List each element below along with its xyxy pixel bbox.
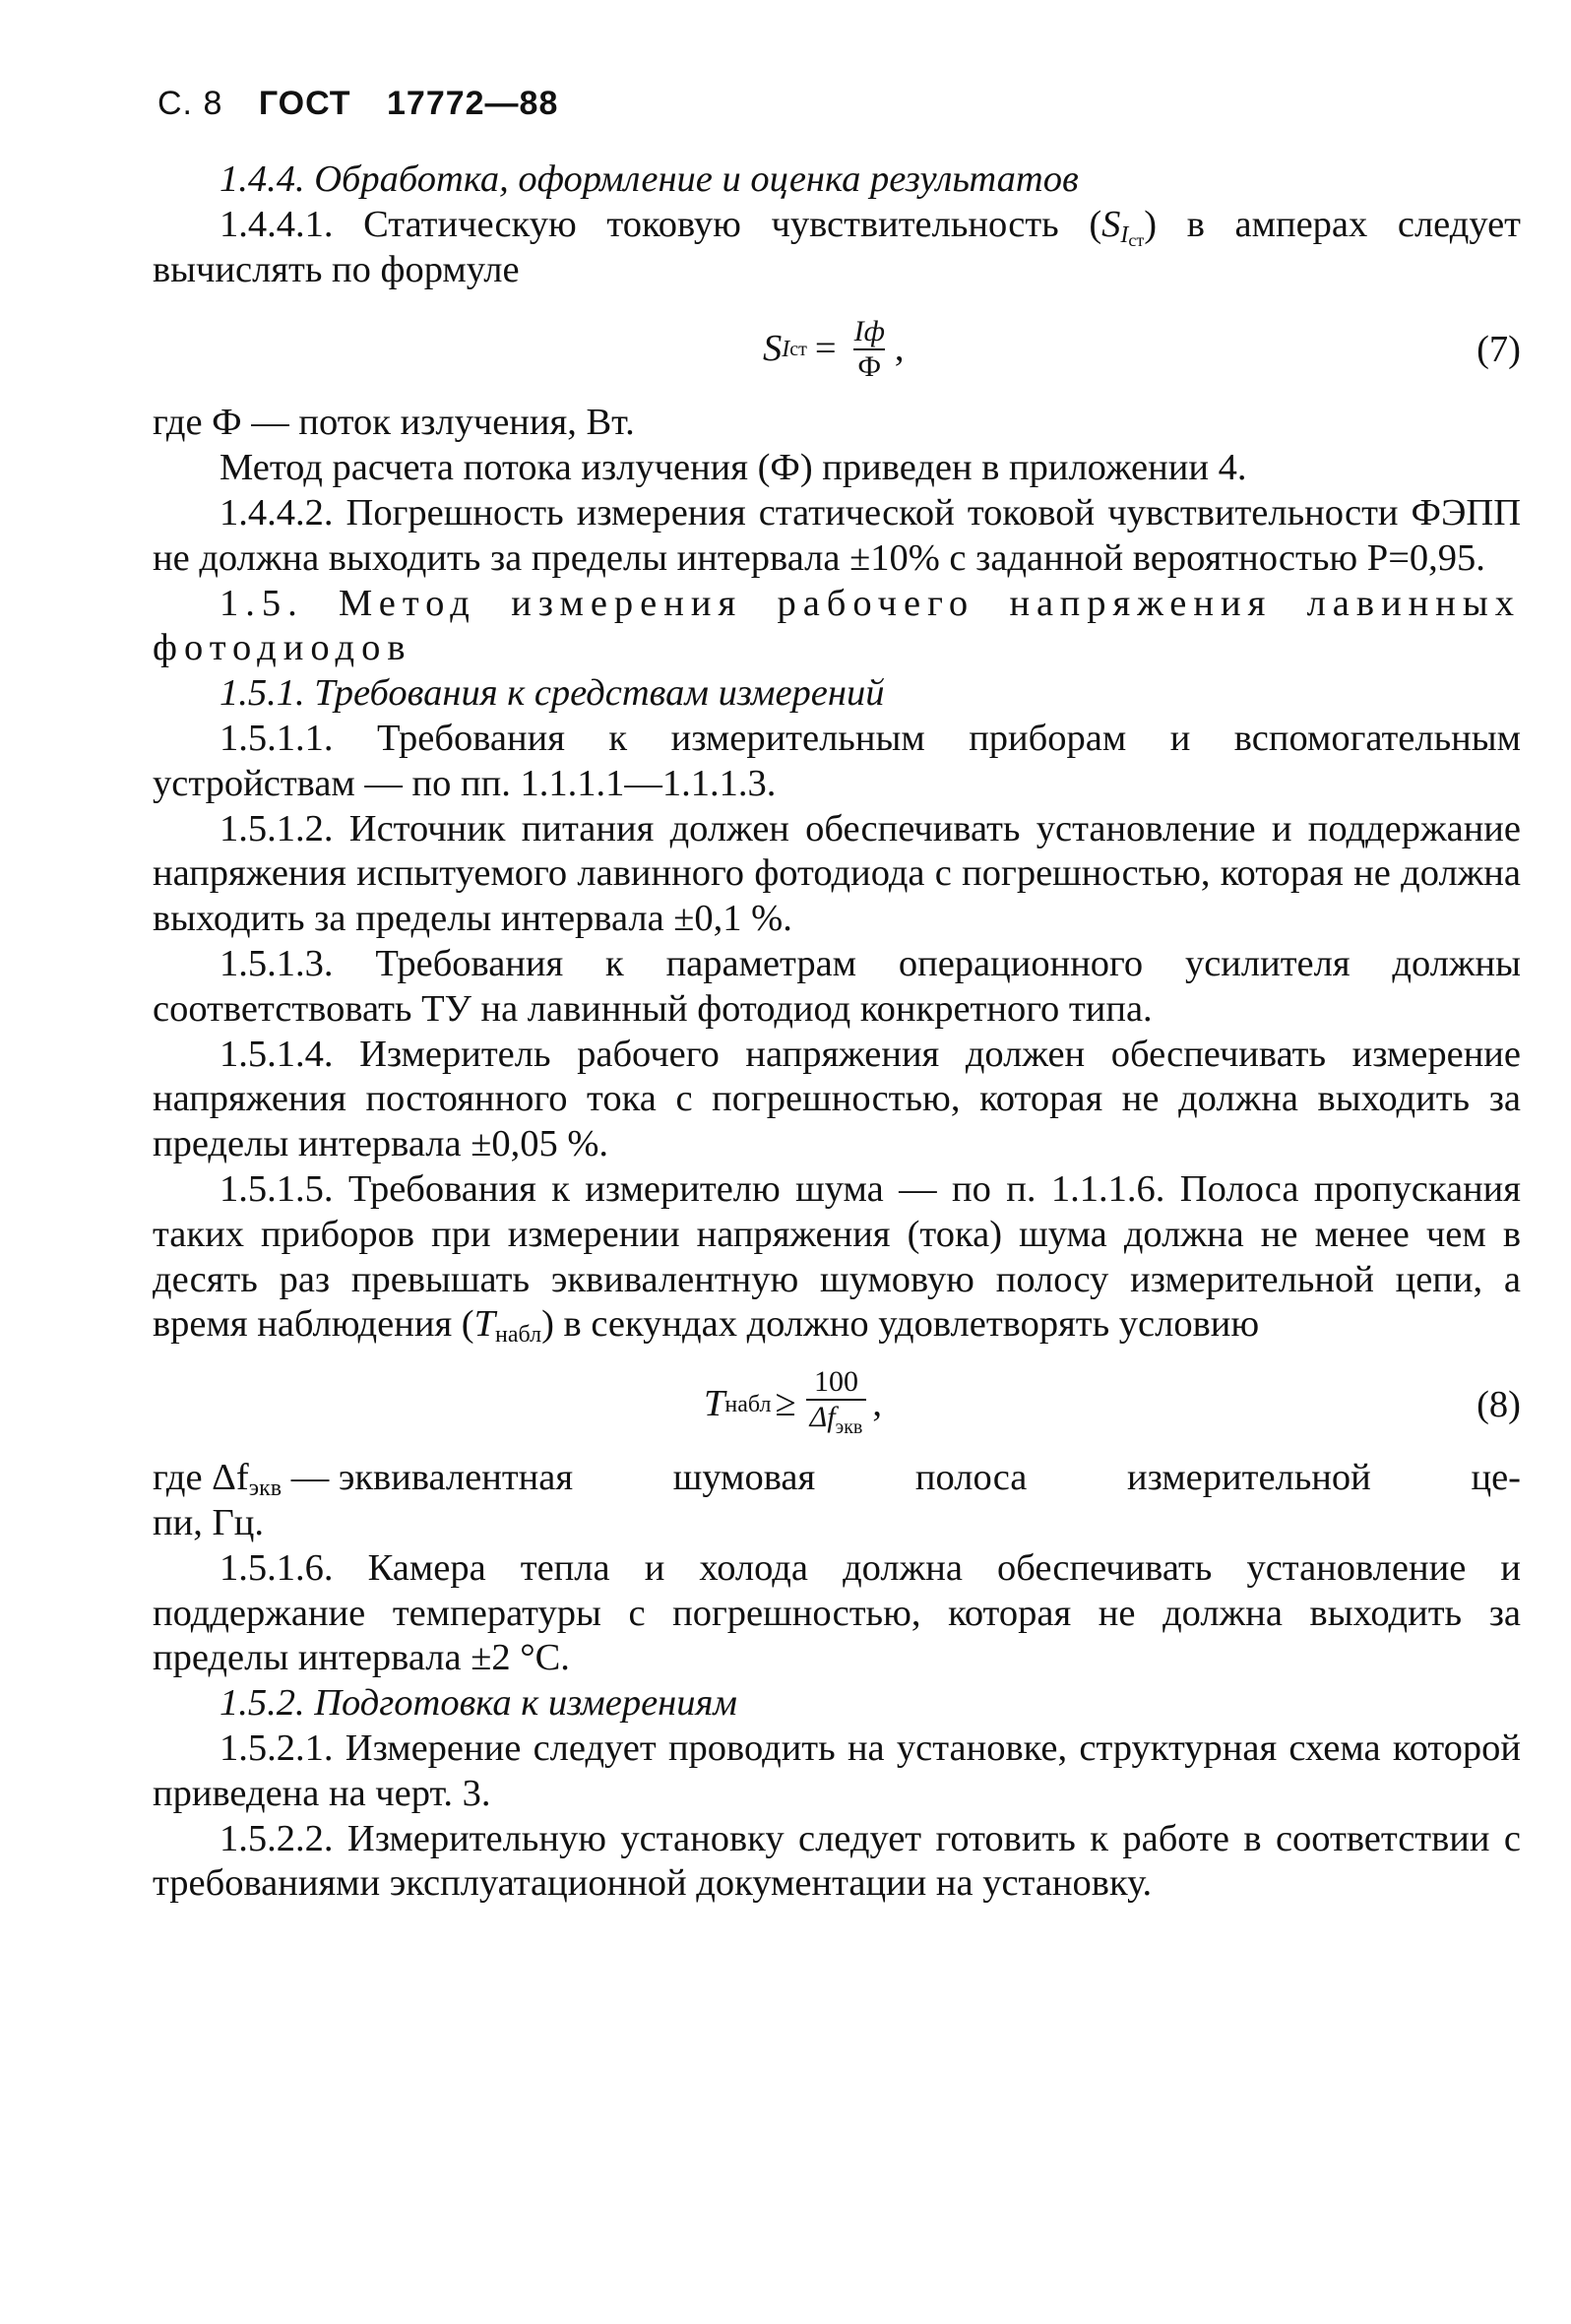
formula-8-number: (8) [1477, 1384, 1521, 1426]
section-1-5-2-2: 1.5.2.2. Измерительную установку следует готовить к работе в соответствии с требованиями эксплуатационной документации на установку. [153, 1817, 1521, 1905]
page-number: С. 8 [157, 85, 223, 122]
section-1-5-heading: 1.5. Метод измерения рабочего напряжения лавинных фотодиодов [153, 582, 1521, 669]
formula-7: S I ст = $\frac{Iф}{Ф}$ , (7) [763, 315, 1521, 384]
section-1-5-1-4: 1.5.1.4. Измеритель рабочего напряжения должен обеспечивать измерение напряжения постоянного тока с погрешностью, которая не должна выходить за пределы интервала ±0,05 %. [153, 1033, 1521, 1165]
formula-8: T набл ≥ $\frac{100}{\Delta f_{экв}}$ , (8) [153, 1353, 1521, 1456]
section-1-5-1-heading: 1.5.1. Требования к средствам измерений [220, 672, 885, 715]
formula-8-lhs: T [704, 1383, 725, 1425]
symbol-s-ist: $S_{I_{ст}}$ [1101, 203, 1145, 250]
formula-7-lhs: S [763, 328, 783, 370]
page-header [157, 85, 584, 123]
section-1-5-2-1: 1.5.2.1. Измерение следует проводить на установке, структурная схема которой приведена на черт. 3. [153, 1727, 1521, 1814]
section-1-5-1-1: 1.5.1.1. Требования к измерительным приборам и вспомогательным устройствам — по пп. 1.1.1.1—1.1.1.3. [153, 717, 1521, 804]
section-1-5-1-2: 1.5.1.2. Источник питания должен обеспечивать установление и поддержание напряжения испытуемого лавинного фотодиода с погрешностью, которая не должна выходить за пределы интервала ±0,1 %. [153, 807, 1521, 940]
section-1-5-1-6: 1.5.1.6. Камера тепла и холода должна обеспечивать установление и поддержание температуры с погрешностью, которая не должна выходить за пределы интервала ±2 °С. [153, 1546, 1521, 1679]
document-body [153, 157, 1521, 1907]
section-1-5-1-3: 1.5.1.3. Требования к параметрам операционного усилителя должны соответствовать ТУ на лавинный фотодиод конкретного типа. [153, 942, 1521, 1030]
section-1-5-2-heading: 1.5.2. Подготовка к измерениям [220, 1682, 737, 1725]
standard-number: 17772—88 [387, 85, 559, 122]
method-reference: Метод расчета потока излучения (Ф) приведен в приложении 4. [220, 447, 1247, 489]
formula-7-where: где Ф — поток излучения, Вт. [153, 402, 635, 444]
formula-7-number: (7) [1477, 329, 1521, 371]
standard-label: ГОСТ [258, 85, 351, 122]
section-1-4-4-2: 1.4.4.2. Погрешность измерения статической токовой чувствительности ФЭПП не должна выходить за пределы интервала ±10% с заданной вероятностью P=0,95. [153, 491, 1521, 579]
formula-8-fraction: $\frac{100}{\Delta f_{экв}}$ [806, 1365, 867, 1444]
formula-7-fraction: $\frac{Iф}{Ф}$ [853, 315, 885, 384]
formula-8-where: где $\Delta f_{экв}$ — эквивалентная шумовая полоса измерительной це- пи, Гц. [153, 1457, 1521, 1543]
section-1-5-1-5: 1.5.1.5. Требования к измерителю шума — по п. 1.1.1.6. Полоса пропускания таких приборов при измерении напряжения (тока) шума должна не менее чем в десять раз превышать эквивалентную шумовую полосу измерительной цепи, а время наблюдения $(T_{набл})$ в секундах должно удовлетворять условию [153, 1167, 1521, 1349]
section-1-4-4-heading: 1.4.4. Обработка, оформление и оценка результатов [220, 158, 1079, 200]
section-1-4-4-1: 1.4.4.1. Статическую токовую чувствительность $(S_{I_{ст}})$ в амперах следует вычислять по формуле [153, 203, 1521, 290]
